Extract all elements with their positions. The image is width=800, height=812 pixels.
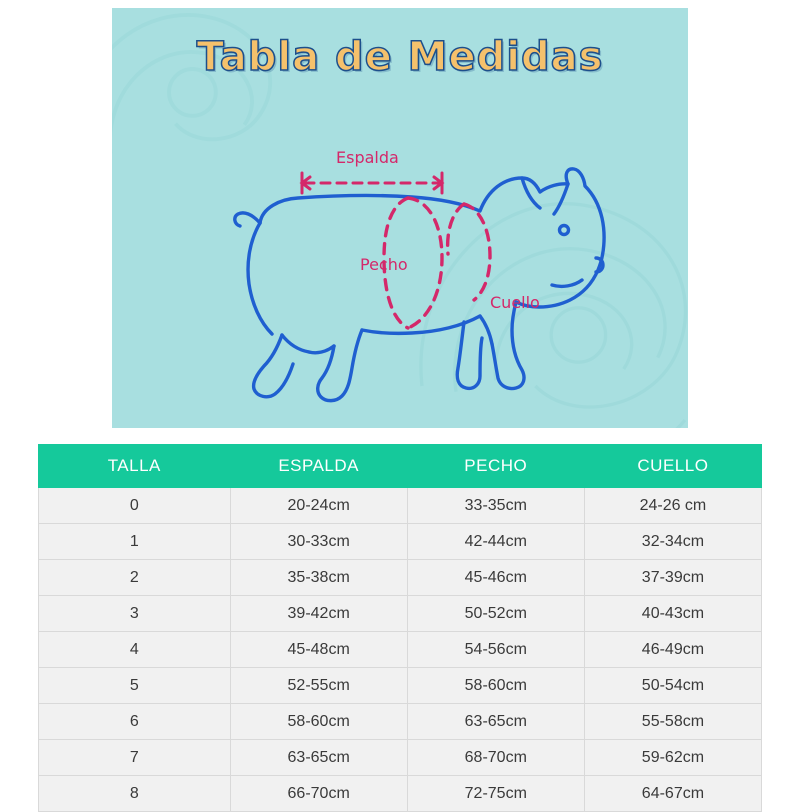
cell-talla: 3: [39, 596, 231, 632]
cell-espalda: 39-42cm: [230, 596, 407, 632]
table-row: [39, 524, 762, 560]
cell-pecho: 42-44cm: [407, 524, 584, 560]
cell-cuello: 24-26 cm: [584, 488, 761, 524]
column-header-pecho: PECHO: [407, 445, 584, 488]
cell-cuello: 40-43cm: [584, 596, 761, 632]
size-table: [38, 444, 762, 812]
table-row: [39, 596, 762, 632]
cell-pecho: 68-70cm: [407, 740, 584, 776]
cell-pecho: 33-35cm: [407, 488, 584, 524]
cell-talla: 0: [39, 488, 231, 524]
cell-cuello: 32-34cm: [584, 524, 761, 560]
cell-pecho: 54-56cm: [407, 632, 584, 668]
cell-talla: 6: [39, 704, 231, 740]
cell-espalda: 35-38cm: [230, 560, 407, 596]
label-pecho: Pecho: [360, 255, 408, 274]
label-cuello: Cuello: [490, 293, 540, 312]
cell-cuello: 64-67cm: [584, 776, 761, 812]
cell-espalda: 52-55cm: [230, 668, 407, 704]
cell-cuello: 37-39cm: [584, 560, 761, 596]
table-row: [39, 740, 762, 776]
table-header-row: [39, 445, 762, 488]
page-title: Tabla de Medidas: [196, 34, 604, 80]
column-header-talla: TALLA: [39, 445, 231, 488]
table-row: [39, 632, 762, 668]
cell-pecho: 45-46cm: [407, 560, 584, 596]
cell-talla: 5: [39, 668, 231, 704]
cell-pecho: 50-52cm: [407, 596, 584, 632]
cell-talla: 1: [39, 524, 231, 560]
cell-espalda: 58-60cm: [230, 704, 407, 740]
table-row: [39, 488, 762, 524]
cell-pecho: 58-60cm: [407, 668, 584, 704]
cell-talla: 4: [39, 632, 231, 668]
cell-espalda: 66-70cm: [230, 776, 407, 812]
size-table-wrapper: [38, 444, 762, 812]
label-espalda: Espalda: [336, 148, 399, 167]
cell-pecho: 72-75cm: [407, 776, 584, 812]
cell-espalda: 63-65cm: [230, 740, 407, 776]
cell-pecho: 63-65cm: [407, 704, 584, 740]
cell-cuello: 46-49cm: [584, 632, 761, 668]
cell-cuello: 50-54cm: [584, 668, 761, 704]
cell-espalda: 45-48cm: [230, 632, 407, 668]
column-header-espalda: ESPALDA: [230, 445, 407, 488]
illustration-panel: [112, 8, 688, 428]
table-row: [39, 560, 762, 596]
cell-talla: 8: [39, 776, 231, 812]
cell-talla: 2: [39, 560, 231, 596]
table-row: [39, 668, 762, 704]
column-header-cuello: CUELLO: [584, 445, 761, 488]
cell-cuello: 55-58cm: [584, 704, 761, 740]
cell-cuello: 59-62cm: [584, 740, 761, 776]
cell-espalda: 30-33cm: [230, 524, 407, 560]
table-row: [39, 776, 762, 812]
table-row: [39, 704, 762, 740]
cell-espalda: 20-24cm: [230, 488, 407, 524]
cell-talla: 7: [39, 740, 231, 776]
